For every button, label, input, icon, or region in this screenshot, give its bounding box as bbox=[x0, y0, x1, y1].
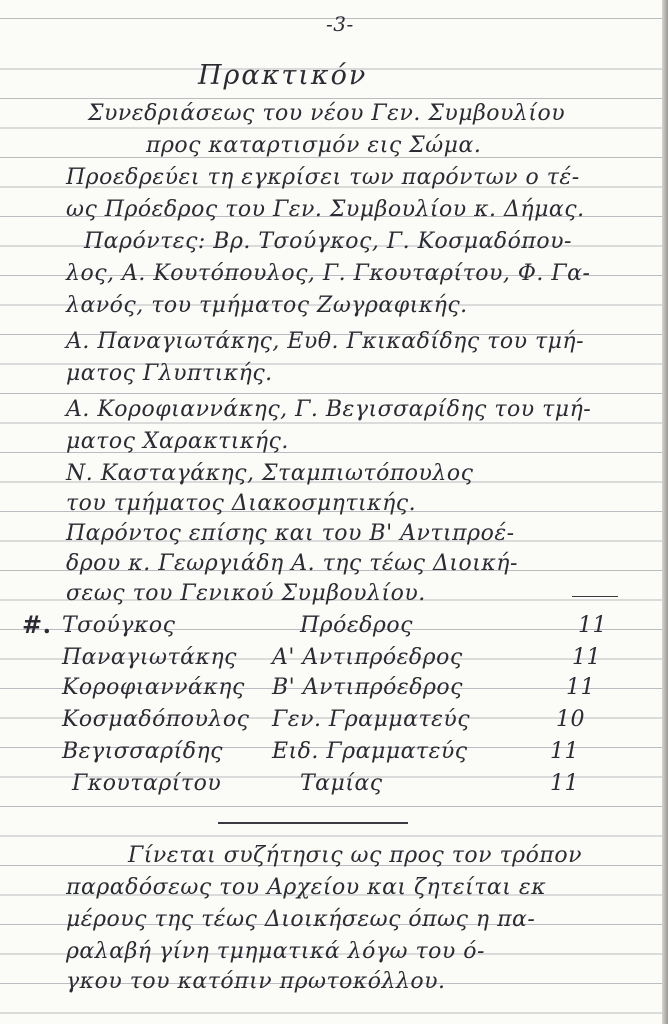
heading-line: Συνεδριάσεως του νέου Γεν. Συμβουλίου bbox=[88, 101, 566, 126]
body-line: λανός, του τμήματος Ζωγραφικής. bbox=[66, 293, 468, 318]
closing-line: μέρους της τέως Διοικήσεως όπως η πα- bbox=[66, 907, 536, 932]
vote-count: 10 bbox=[556, 707, 585, 732]
vote-count: 11 bbox=[578, 613, 607, 638]
line-end-dash bbox=[572, 596, 618, 597]
closing-line: ραλαβή γίνη τμηματικά λόγω του ό- bbox=[66, 939, 485, 964]
member-role: Β' Αντιπρόεδρος bbox=[272, 675, 463, 700]
row-marker: #. bbox=[22, 610, 52, 639]
closing-line: Γίνεται συζήτησις ως προς τον τρόπον bbox=[128, 843, 582, 868]
member-name: Βεγισσαρίδης bbox=[62, 739, 223, 764]
body-line: Α. Παναγιωτάκης, Ευθ. Γκικαδίδης του τμή- bbox=[66, 329, 585, 354]
page-number: -3- bbox=[326, 12, 354, 36]
member-name: Κοσμαδόπουλος bbox=[62, 707, 250, 732]
body-line: σεως του Γενικού Συμβουλίου. bbox=[66, 581, 426, 606]
body-line: Παρόντες: Βρ. Τσούγκος, Γ. Κοσμαδόπου- bbox=[84, 229, 572, 254]
member-role: Γεν. Γραμματεύς bbox=[272, 707, 471, 732]
vote-count: 11 bbox=[550, 771, 579, 796]
closing-line: παραδόσεως του Αρχείου και ζητείται εκ bbox=[66, 875, 547, 900]
member-name: Παναγιωτάκης bbox=[62, 645, 237, 670]
vote-count: 11 bbox=[572, 645, 601, 670]
section-divider bbox=[218, 822, 408, 824]
body-line: δρου κ. Γεωργιάδη Α. της τέως Διοική- bbox=[66, 551, 518, 576]
member-role: Ταμίας bbox=[300, 771, 383, 796]
heading-line: προς καταρτισμόν εις Σώμα. bbox=[146, 133, 482, 158]
body-line: Α. Κοροφιαννάκης, Γ. Βεγισσαρίδης του τμή- bbox=[66, 397, 592, 422]
binding-edge bbox=[662, 0, 668, 1024]
closing-line: γκου του κατόπιν πρωτοκόλλου. bbox=[66, 969, 446, 994]
body-line: Προεδρεύει τη εγκρίσει των παρόντων ο τέ- bbox=[66, 165, 580, 190]
body-line: λος, Α. Κουτόπουλος, Γ. Γκουταρίτου, Φ. Γα- bbox=[66, 261, 591, 286]
member-role: Πρόεδρος bbox=[300, 613, 413, 638]
vote-count: 11 bbox=[566, 675, 595, 700]
member-role: Α' Αντιπρόεδρος bbox=[272, 645, 463, 670]
document-title: Πρακτικόν bbox=[198, 60, 368, 91]
body-line: ως Πρόεδρος του Γεν. Συμβουλίου κ. Δήμας. bbox=[66, 197, 585, 222]
member-name: Κοροφιαννάκης bbox=[62, 675, 245, 700]
body-line: ματος Γλυπτικής. bbox=[66, 361, 273, 386]
vote-count: 11 bbox=[550, 739, 579, 764]
member-name: Τσούγκος bbox=[62, 613, 176, 638]
member-name: Γκουταρίτου bbox=[72, 771, 222, 796]
body-line: ματος Χαρακτικής. bbox=[66, 429, 289, 454]
member-role: Ειδ. Γραμματεύς bbox=[272, 739, 468, 764]
body-line: του τμήματος Διακοσμητικής. bbox=[66, 491, 417, 516]
body-line: Παρόντος επίσης και του Β' Αντιπροέ- bbox=[66, 521, 515, 546]
body-line: Ν. Κασταγάκης, Σταμπιωτόπουλος bbox=[66, 461, 474, 486]
